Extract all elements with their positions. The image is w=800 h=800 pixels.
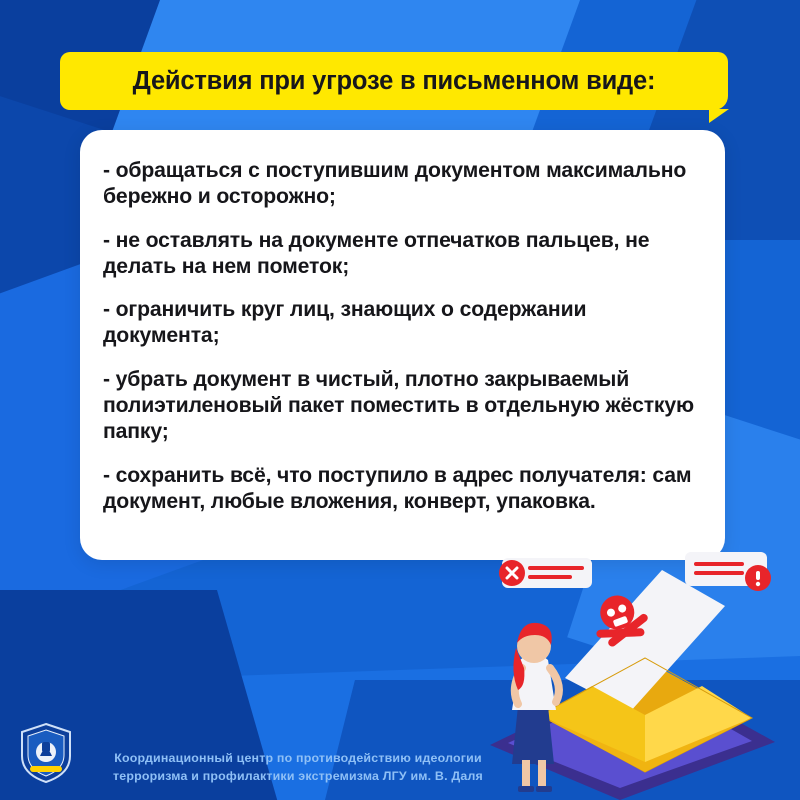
- list-item: - не оставлять на документе отпечатков пальцев, не делать на нем пометок;: [103, 228, 650, 278]
- illustration: [470, 510, 800, 800]
- list-item: - убрать документ в чистый, плотно закрываемый полиэтиленовый пакет поместить в отдельную жёсткую папку;: [103, 367, 694, 444]
- title-banner: [60, 52, 728, 110]
- instruction-list: [103, 158, 703, 515]
- banner-notch-shape: [709, 109, 729, 123]
- university-crest-emblem: [18, 722, 74, 784]
- x-close-badge-icon: [499, 558, 592, 588]
- list-item: - сохранить всё, что поступило в адрес получателя: сам документ, любые вложения, конверт, упаковка.: [103, 463, 692, 513]
- list-item: - обращаться с поступившим документом максимально бережно и осторожно;: [103, 159, 687, 209]
- footer-text: Координационный центр по противодействию идеологии терроризма и профилактики экстремизма ЛГУ им. В. Даля: [113, 751, 483, 784]
- page-title: Действия при угрозе в письменном виде:: [132, 66, 656, 95]
- exclamation-warning-icon: [685, 552, 771, 591]
- list-item: - ограничить круг лиц, знающих о содержании документа;: [103, 298, 587, 348]
